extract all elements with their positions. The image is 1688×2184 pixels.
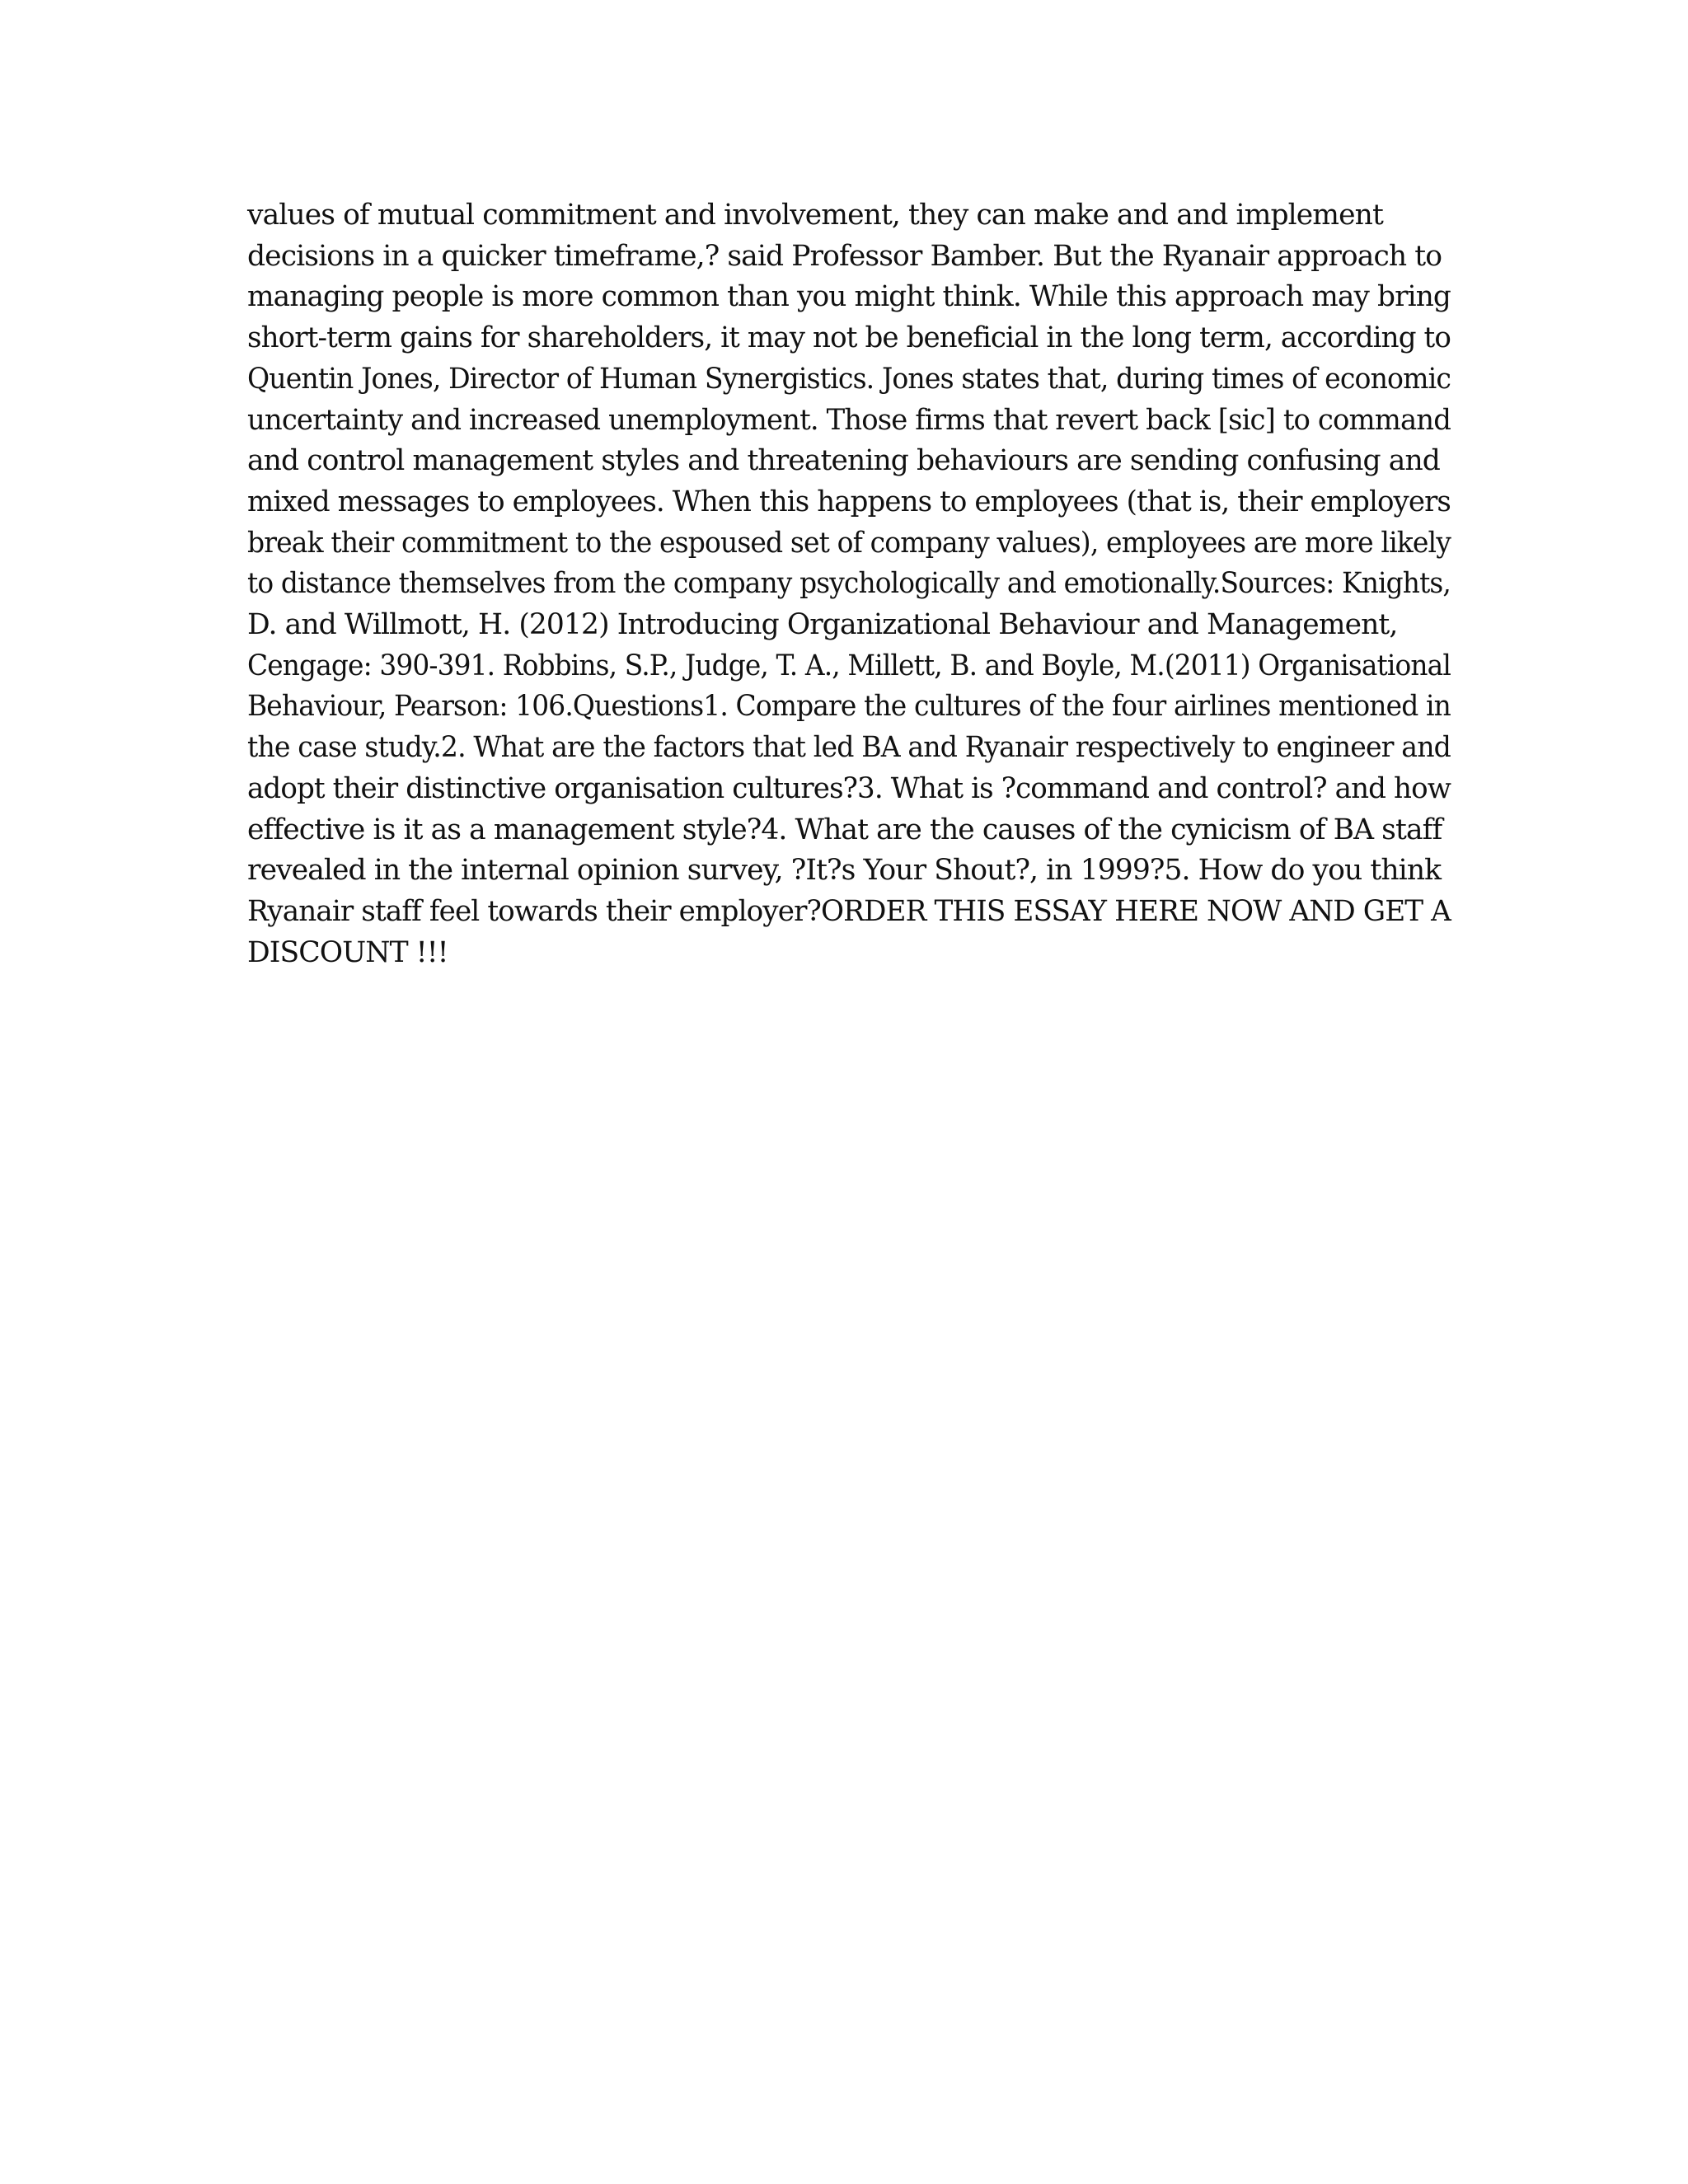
text-line: Cengage: 390-391. Robbins, S.P., Judge, T. A., Millett, B. and Boyle, M.(2011) Organisational: [247, 649, 1451, 682]
text-line: and control management styles and threatening behaviours are sending confusing and: [247, 444, 1440, 478]
text-line: values of mutual commitment and involvement, they can make and and implement: [247, 199, 1383, 232]
text-line: Behaviour, Pearson: 106.Questions1. Compare the cultures of the four airlines mentioned in: [247, 690, 1451, 724]
text-line: effective is it as a management style?4. What are the causes of the cynicism of BA staff: [247, 813, 1442, 846]
body-text: [247, 195, 1451, 973]
text-line: revealed in the internal opinion survey, ?It?s Your Shout?, in 1999?5. How do you think: [247, 854, 1442, 888]
text-line: mixed messages to employees. When this happens to employees (that is, their employers: [247, 485, 1451, 518]
text-line: break their commitment to the espoused set of company values), employees are more likely: [247, 526, 1451, 560]
text-line: uncertainty and increased unemployment. Those firms that revert back [sic] to command: [247, 403, 1451, 437]
text-line: decisions in a quicker timeframe,? said Professor Bamber. But the Ryanair approach to: [247, 239, 1442, 273]
text-line: short-term gains for shareholders, it may not be beneficial in the long term, according to: [247, 321, 1451, 355]
text-line: Ryanair staff feel towards their employer?ORDER THIS ESSAY HERE NOW AND GET A: [247, 894, 1451, 928]
text-line: D. and Willmott, H. (2012) Introducing Organizational Behaviour and Management,: [247, 608, 1398, 642]
text-line: adopt their distinctive organisation cultures?3. What is ?command and control? and how: [247, 771, 1451, 805]
text-line: to distance themselves from the company psychologically and emotionally.Sources: Knights,: [247, 567, 1451, 601]
text-line: managing people is more common than you might think. While this approach may bring: [247, 280, 1451, 314]
text-line: Quentin Jones, Director of Human Synergistics. Jones states that, during times of economic: [247, 362, 1451, 396]
text-line: the case study.2. What are the factors that led BA and Ryanair respectively to engineer and: [247, 731, 1451, 765]
text-line: DISCOUNT !!!: [247, 935, 448, 969]
